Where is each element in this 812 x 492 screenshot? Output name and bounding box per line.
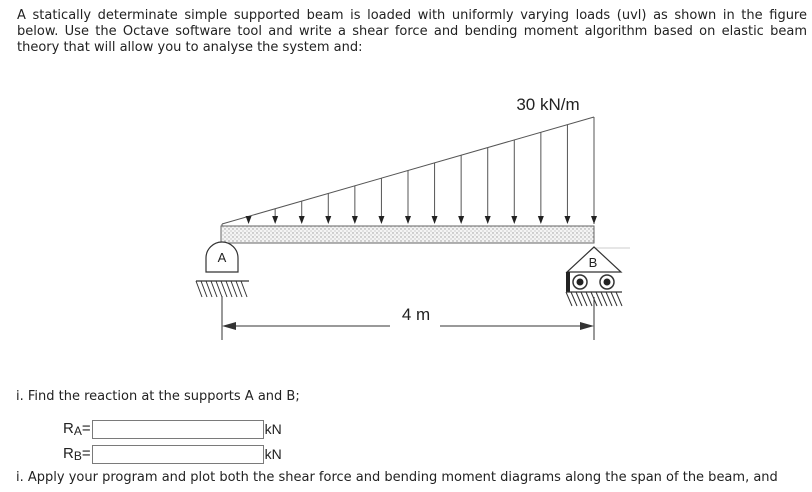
problem-statement: A statically determinate simple supported beam is loaded with uniformly varying loads (uvl) as shown in the figure below. Use the Octave software tool and write a shear force and bending moment algorithm based on elastic beam theory that will allow you to analyse the system and: <box>17 8 807 55</box>
reaction-a-row <box>63 418 282 440</box>
beam <box>221 226 594 243</box>
load-arrow-head <box>378 216 384 224</box>
support-a <box>196 242 249 297</box>
load-arrow-head <box>272 216 278 224</box>
load-arrow-head <box>538 216 544 224</box>
reaction-a-label: $R_A=$ <box>63 420 91 438</box>
question-1: i. Find the reaction at the supports A and B; <box>16 389 300 404</box>
reaction-b-input[interactable] <box>92 445 264 464</box>
load-intensity-label: 30 kN/m <box>516 95 580 114</box>
span-label: 4 m <box>401 305 431 324</box>
load-arrow-head <box>352 216 358 224</box>
reaction-a-input[interactable] <box>92 420 264 439</box>
support-a-label: A <box>217 250 227 265</box>
load-arrow-head <box>405 216 411 224</box>
load-arrow-head <box>485 216 491 224</box>
load-arrow-head <box>432 216 438 224</box>
reaction-b-unit: kN <box>264 446 282 462</box>
reaction-b-row <box>63 443 282 465</box>
question-2: i. Apply your program and plot both the shear force and bending moment diagrams along the span of the beam, and <box>16 470 778 485</box>
support-b-label: B <box>588 255 598 270</box>
load-arrow-head <box>591 216 597 224</box>
reaction-b-label: $R_B=$ <box>63 445 91 463</box>
reaction-a-unit: kN <box>264 421 282 437</box>
load-arrow-head <box>325 216 331 224</box>
load-arrow-head <box>511 216 517 224</box>
load-arrow-head <box>299 216 305 224</box>
load-arrows <box>246 117 597 224</box>
load-arrow-head <box>458 216 464 224</box>
load-arrow-head <box>564 216 570 224</box>
load-arrow-head <box>246 216 252 224</box>
